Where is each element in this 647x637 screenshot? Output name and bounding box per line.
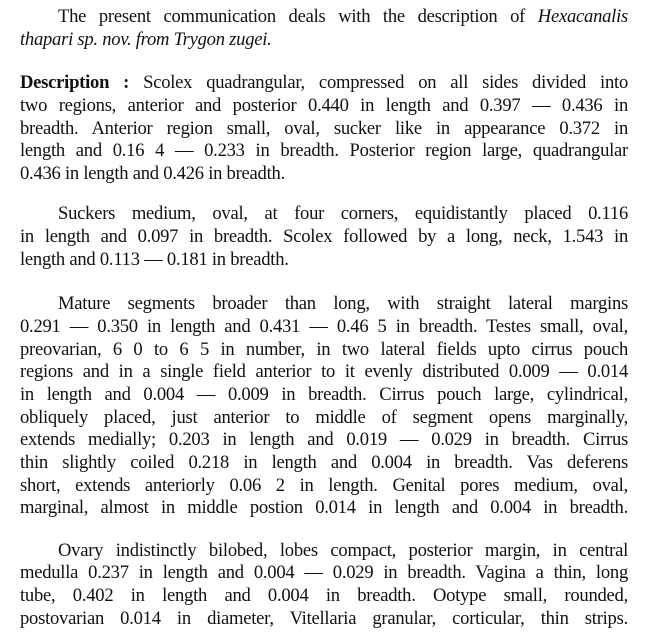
- mature-segments-paragraph: [20, 293, 628, 519]
- text-line: preovarian, 6 0 to 6 5 in number, in two lateral fields upto cirrus pouch: [20, 338, 628, 360]
- text-line: Mature segments broader than long, with straight lateral margins: [58, 293, 628, 315]
- text-line: postovarian 0.014 in diameter, Vitellaria granular, corticular, thin strips.: [20, 607, 628, 629]
- text-line: in length and 0.097 in breadth. Scolex followed by a long, neck, 1.543 in: [20, 226, 628, 248]
- text-line: Suckers medium, oval, at four corners, equidistantly placed 0.116: [58, 203, 628, 225]
- text-line: [20, 6, 628, 29]
- text-line: [20, 72, 628, 95]
- text-line: obliquely placed, just anterior to middle of segment opens marginally,: [20, 406, 628, 428]
- description-heading: Description :: [20, 72, 130, 94]
- text-line: [20, 29, 628, 52]
- text-line: thin slightly coiled 0.218 in length and 0.004 in breadth. Vas deferens: [20, 451, 628, 473]
- suckers-paragraph: [20, 203, 628, 271]
- intro-paragraph: [20, 6, 628, 51]
- line-text: Scolex quadrangular, compressed on all sides divided into: [129, 72, 628, 94]
- document-page: [20, 6, 628, 630]
- ovary-paragraph: [20, 540, 628, 631]
- text-line: length and 0.113 — 0.181 in breadth.: [20, 248, 289, 270]
- description-paragraph: [20, 72, 628, 185]
- text-line: short, extends anteriorly 0.06 2 in length. Genital pores medium, oval,: [20, 474, 628, 496]
- text-line: 0.436 in length and 0.426 in breadth.: [20, 162, 285, 184]
- text-line: marginal, almost in middle postion 0.014 in length and 0.004 in breadth.: [20, 497, 628, 519]
- text-line: two regions, anterior and posterior 0.440 in length and 0.397 — 0.436 in: [20, 94, 628, 116]
- species-name: thapari sp. nov. from Trygon zugei.: [20, 28, 272, 50]
- genus-name: Hexacanalis: [537, 6, 628, 27]
- text-line: medulla 0.237 in length and 0.004 — 0.029 in breadth. Vagina a thin, long: [20, 562, 628, 584]
- text-line: breadth. Anterior region small, oval, sucker like in appearance 0.372 in: [20, 117, 628, 139]
- text-line: in length and 0.004 — 0.009 in breadth. Cirrus pouch large, cylindrical,: [20, 383, 628, 405]
- text-line: Ovary indistinctly bilobed, lobes compact, posterior margin, in central: [58, 539, 628, 561]
- text-line: regions and in a single field anterior to it evenly distributed 0.009 — 0.014: [20, 361, 628, 383]
- text-line: tube, 0.402 in length and 0.004 in breadth. Ootype small, rounded,: [20, 585, 628, 607]
- text-line: length and 0.16 4 — 0.233 in breadth. Posterior region large, quadrangular: [20, 140, 628, 162]
- text-line: 0.291 — 0.350 in length and 0.431 — 0.46 5 in breadth. Testes small, oval,: [20, 316, 628, 338]
- text-line: extends medially; 0.203 in length and 0.019 — 0.029 in breadth. Cirrus: [20, 429, 628, 451]
- intro-text: The present communication deals with the description of: [58, 6, 538, 27]
